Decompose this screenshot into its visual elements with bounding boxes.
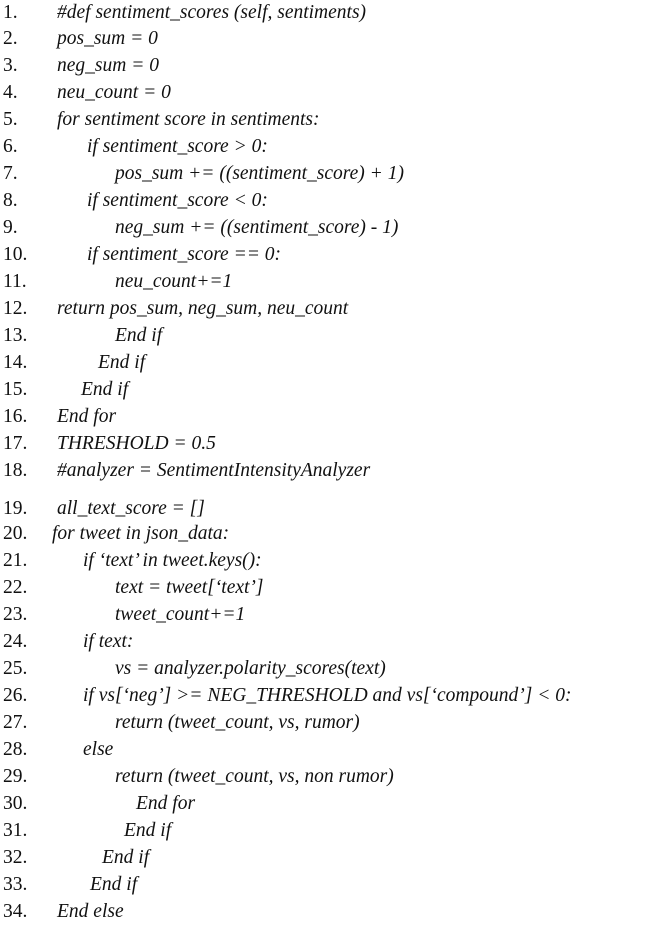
code-line bbox=[0, 296, 656, 322]
code-line bbox=[0, 215, 656, 241]
line-text: End if bbox=[124, 820, 172, 841]
line-number: 19. bbox=[3, 498, 28, 519]
line-number: 13. bbox=[3, 325, 28, 346]
code-line bbox=[0, 737, 656, 763]
code-line bbox=[0, 107, 656, 133]
code-line bbox=[0, 899, 656, 925]
line-text: for tweet in json_data: bbox=[52, 523, 230, 544]
line-number: 11. bbox=[3, 271, 27, 292]
line-number: 1. bbox=[3, 2, 18, 23]
line-number: 29. bbox=[3, 766, 28, 787]
line-text: text = tweet[‘text’] bbox=[115, 577, 264, 598]
line-text: End if bbox=[102, 847, 150, 868]
line-text: THRESHOLD = 0.5 bbox=[57, 433, 216, 454]
line-text: pos_sum = 0 bbox=[57, 28, 158, 49]
line-text: tweet_count+=1 bbox=[115, 604, 246, 625]
line-text: End for bbox=[136, 793, 196, 814]
code-line bbox=[0, 764, 656, 790]
code-line bbox=[0, 26, 656, 52]
line-text: End for bbox=[57, 406, 117, 427]
line-text: End if bbox=[90, 874, 138, 895]
line-text: if sentiment_score > 0: bbox=[87, 136, 268, 157]
line-number: 17. bbox=[3, 433, 28, 454]
line-number: 21. bbox=[3, 550, 28, 571]
line-text: #def sentiment_scores (self, sentiments) bbox=[57, 2, 367, 23]
line-number: 22. bbox=[3, 577, 28, 598]
line-number: 9. bbox=[3, 217, 18, 238]
line-text: neg_sum += ((sentiment_score) - 1) bbox=[115, 217, 399, 238]
line-number: 27. bbox=[3, 712, 28, 733]
line-number: 28. bbox=[3, 739, 28, 760]
code-line bbox=[0, 496, 656, 522]
code-line bbox=[0, 575, 656, 601]
code-line bbox=[0, 80, 656, 106]
code-line bbox=[0, 656, 656, 682]
line-number: 24. bbox=[3, 631, 28, 652]
code-line bbox=[0, 0, 656, 26]
line-number: 15. bbox=[3, 379, 28, 400]
line-number: 26. bbox=[3, 685, 28, 706]
line-number: 30. bbox=[3, 793, 28, 814]
line-number: 10. bbox=[3, 244, 28, 265]
line-text: End if bbox=[98, 352, 146, 373]
line-number: 3. bbox=[3, 55, 18, 76]
code-line bbox=[0, 791, 656, 817]
code-line bbox=[0, 872, 656, 898]
code-line bbox=[0, 134, 656, 160]
code-line bbox=[0, 548, 656, 574]
line-number: 8. bbox=[3, 190, 18, 211]
code-line bbox=[0, 350, 656, 376]
code-line bbox=[0, 377, 656, 403]
line-text: if sentiment_score < 0: bbox=[87, 190, 268, 211]
line-text: #analyzer = SentimentIntensityAnalyzer bbox=[57, 460, 371, 481]
line-number: 7. bbox=[3, 163, 18, 184]
code-line bbox=[0, 458, 656, 484]
line-number: 2. bbox=[3, 28, 18, 49]
line-number: 6. bbox=[3, 136, 18, 157]
line-number: 12. bbox=[3, 298, 28, 319]
line-text: if sentiment_score == 0: bbox=[87, 244, 282, 265]
line-number: 16. bbox=[3, 406, 28, 427]
line-number: 23. bbox=[3, 604, 28, 625]
line-text: return (tweet_count, vs, rumor) bbox=[115, 712, 360, 733]
line-text: else bbox=[83, 739, 114, 760]
code-line bbox=[0, 404, 656, 430]
code-line bbox=[0, 521, 656, 547]
code-line bbox=[0, 53, 656, 79]
line-text: vs = analyzer.polarity_scores(text) bbox=[115, 658, 386, 679]
line-number: 20. bbox=[3, 523, 28, 544]
code-line bbox=[0, 818, 656, 844]
line-text: End if bbox=[115, 325, 163, 346]
code-line bbox=[0, 431, 656, 457]
code-line bbox=[0, 710, 656, 736]
line-number: 4. bbox=[3, 82, 18, 103]
code-line bbox=[0, 602, 656, 628]
code-line bbox=[0, 242, 656, 268]
line-number: 32. bbox=[3, 847, 28, 868]
line-text: neg_sum = 0 bbox=[57, 55, 159, 76]
code-line bbox=[0, 269, 656, 295]
line-text: if text: bbox=[83, 631, 134, 652]
line-number: 5. bbox=[3, 109, 18, 130]
code-line bbox=[0, 188, 656, 214]
code-line bbox=[0, 323, 656, 349]
line-text: End else bbox=[57, 901, 124, 922]
code-line bbox=[0, 161, 656, 187]
line-number: 33. bbox=[3, 874, 28, 895]
code-line bbox=[0, 845, 656, 871]
line-text: return pos_sum, neg_sum, neu_count bbox=[57, 298, 349, 319]
line-text: if ‘text’ in tweet.keys(): bbox=[83, 550, 262, 571]
line-number: 34. bbox=[3, 901, 28, 922]
code-line bbox=[0, 683, 656, 709]
line-text: neu_count+=1 bbox=[115, 271, 233, 292]
line-number: 31. bbox=[3, 820, 28, 841]
line-number: 14. bbox=[3, 352, 28, 373]
line-text: all_text_score = [] bbox=[57, 498, 205, 519]
code-line bbox=[0, 629, 656, 655]
line-text: pos_sum += ((sentiment_score) + 1) bbox=[115, 163, 404, 184]
line-text: for sentiment score in sentiments: bbox=[57, 109, 320, 130]
line-text: End if bbox=[81, 379, 129, 400]
line-text: return (tweet_count, vs, non rumor) bbox=[115, 766, 394, 787]
line-text: neu_count = 0 bbox=[57, 82, 171, 103]
line-number: 18. bbox=[3, 460, 28, 481]
line-text: if vs[‘neg’] >= NEG_THRESHOLD and vs[‘compound’] < 0: bbox=[83, 685, 572, 706]
line-number: 25. bbox=[3, 658, 28, 679]
